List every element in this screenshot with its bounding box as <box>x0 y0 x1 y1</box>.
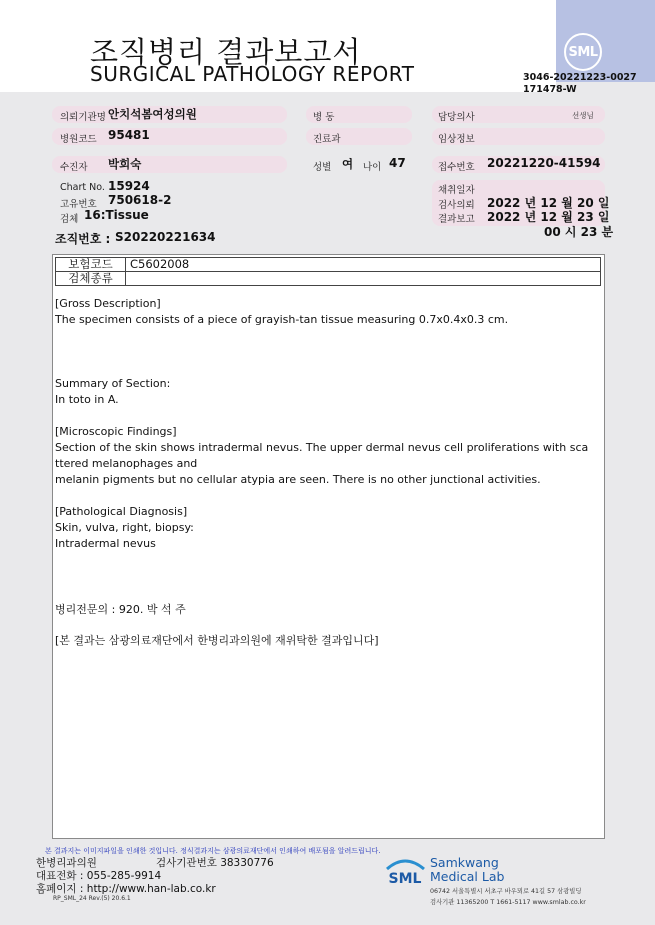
document-code-line1: 3046-20221223-0027 <box>523 72 637 83</box>
code-table <box>55 257 601 286</box>
gross-text: The specimen consists of a piece of grayish-tan tissue measuring 0.7x0.4x0.3 cm. <box>55 313 509 326</box>
microscopic-line-3: melanin pigments but no cellular atypia are seen. There is no other junctional activities. <box>55 473 541 486</box>
specimen-type-value <box>126 272 601 286</box>
unique-label: 고유번호 <box>60 199 97 210</box>
sml-logo-icon: SML <box>564 33 602 71</box>
report-title-korean: 조직병리 결과보고서 <box>90 35 362 69</box>
diagnosis-header: [Pathological Diagnosis] <box>55 505 188 518</box>
footer-note: 본 결과지는 이미지파일을 인쇄한 것입니다. 정식결과지는 삼광의료재단에서 인쇄하여 배포됨을 알려드립니다. <box>45 847 381 855</box>
pathologist-signature: 병리전문의 : 920. 박 석 주 <box>55 603 186 616</box>
footer-clinic: 한병리과의원 <box>36 857 97 869</box>
tissue-number-value: S20220221634 <box>115 230 216 244</box>
footer-form-code: RP_SML_24 Rev.(5) 20.6.1 <box>53 895 131 902</box>
report-label: 결과보고 <box>438 214 475 225</box>
summary-text: In toto in A. <box>55 393 119 406</box>
patient-value: 박희숙 <box>108 157 142 171</box>
receipt-value: 20221220-41594 <box>487 156 601 170</box>
insurance-code-value: C5602008 <box>126 258 601 272</box>
collect-label: 채취일자 <box>438 185 475 196</box>
document-code-line2: 171478-W <box>523 84 577 95</box>
sex-label: 성별 <box>313 162 332 173</box>
chart-value: 15924 <box>108 179 150 193</box>
diagnosis-line-2: Intradermal nevus <box>55 537 156 550</box>
samkwang-logo-icon <box>383 855 428 888</box>
summary-header: Summary of Section: <box>55 377 171 390</box>
specimen-value: 16:Tissue <box>84 208 149 222</box>
report-time: 00 시 23 분 <box>544 225 614 239</box>
footer-address: 06742 서울특별시 서초구 바우뫼로 41길 57 삼광빌딩 <box>430 888 582 895</box>
age-label: 나이 <box>363 162 382 173</box>
footer-contact: 검사기관 11365200 T 1661-5117 www.smlab.co.kr <box>430 899 586 906</box>
hospital-label: 의뢰기관명 <box>60 112 106 123</box>
dept-label: 진료과 <box>313 134 341 145</box>
ward-label: 병 동 <box>313 112 335 123</box>
diagnosis-line-1: Skin, vulva, right, biopsy: <box>55 521 194 534</box>
doctor-suffix: 선생님 <box>572 111 594 120</box>
brand-name-line1: Samkwang <box>430 855 499 870</box>
specimen-label: 검체 <box>60 214 79 225</box>
microscopic-line-1: Section of the skin shows intradermal nevus. The upper dermal nevus cell proliferations with sca <box>55 441 589 454</box>
specimen-type-label: 검체종류 <box>56 272 126 286</box>
hospital-code-value: 95481 <box>108 128 150 142</box>
receipt-label: 접수번호 <box>438 162 475 173</box>
age-value: 47 <box>389 156 406 170</box>
hospital-code-label: 병원코드 <box>60 134 97 145</box>
gross-header: [Gross Description] <box>55 297 161 310</box>
microscopic-header: [Microscopic Findings] <box>55 425 177 438</box>
footer-homepage: 홈페이지 : http://www.han-lab.co.kr <box>36 883 216 895</box>
report-date: 2022 년 12 월 23 일 <box>487 210 610 224</box>
report-title-english: SURGICAL PATHOLOGY REPORT <box>90 62 415 86</box>
table-row <box>56 272 601 286</box>
request-date: 2022 년 12 월 20 일 <box>487 196 610 210</box>
consignment-notice: [본 결과는 삼광의료재단에서 한병리과의원에 재위탁한 결과입니다] <box>55 634 379 647</box>
clinical-label: 임상정보 <box>438 134 475 145</box>
patient-label: 수진자 <box>60 162 88 173</box>
request-label: 검사의뢰 <box>438 200 475 211</box>
hospital-value: 안치석봄여성의원 <box>108 107 197 121</box>
document-code <box>523 72 637 96</box>
microscopic-line-2: ttered melanophages and <box>55 457 198 470</box>
footer-logo-text: SML <box>388 871 422 887</box>
sex-value: 여 <box>342 157 354 171</box>
insurance-code-label: 보험코드 <box>56 258 126 272</box>
doctor-label: 담당의사 <box>438 112 475 123</box>
table-row <box>56 258 601 272</box>
footer-lab-number: 검사기관번호 38330776 <box>156 857 274 869</box>
brand-name-line2: Medical Lab <box>430 869 505 884</box>
footer-phone: 대표전화 : 055-285-9914 <box>36 870 162 882</box>
tissue-number-label: 조직번호 : <box>55 232 111 246</box>
chart-label: Chart No. <box>60 182 105 193</box>
unique-value: 750618-2 <box>108 193 172 207</box>
